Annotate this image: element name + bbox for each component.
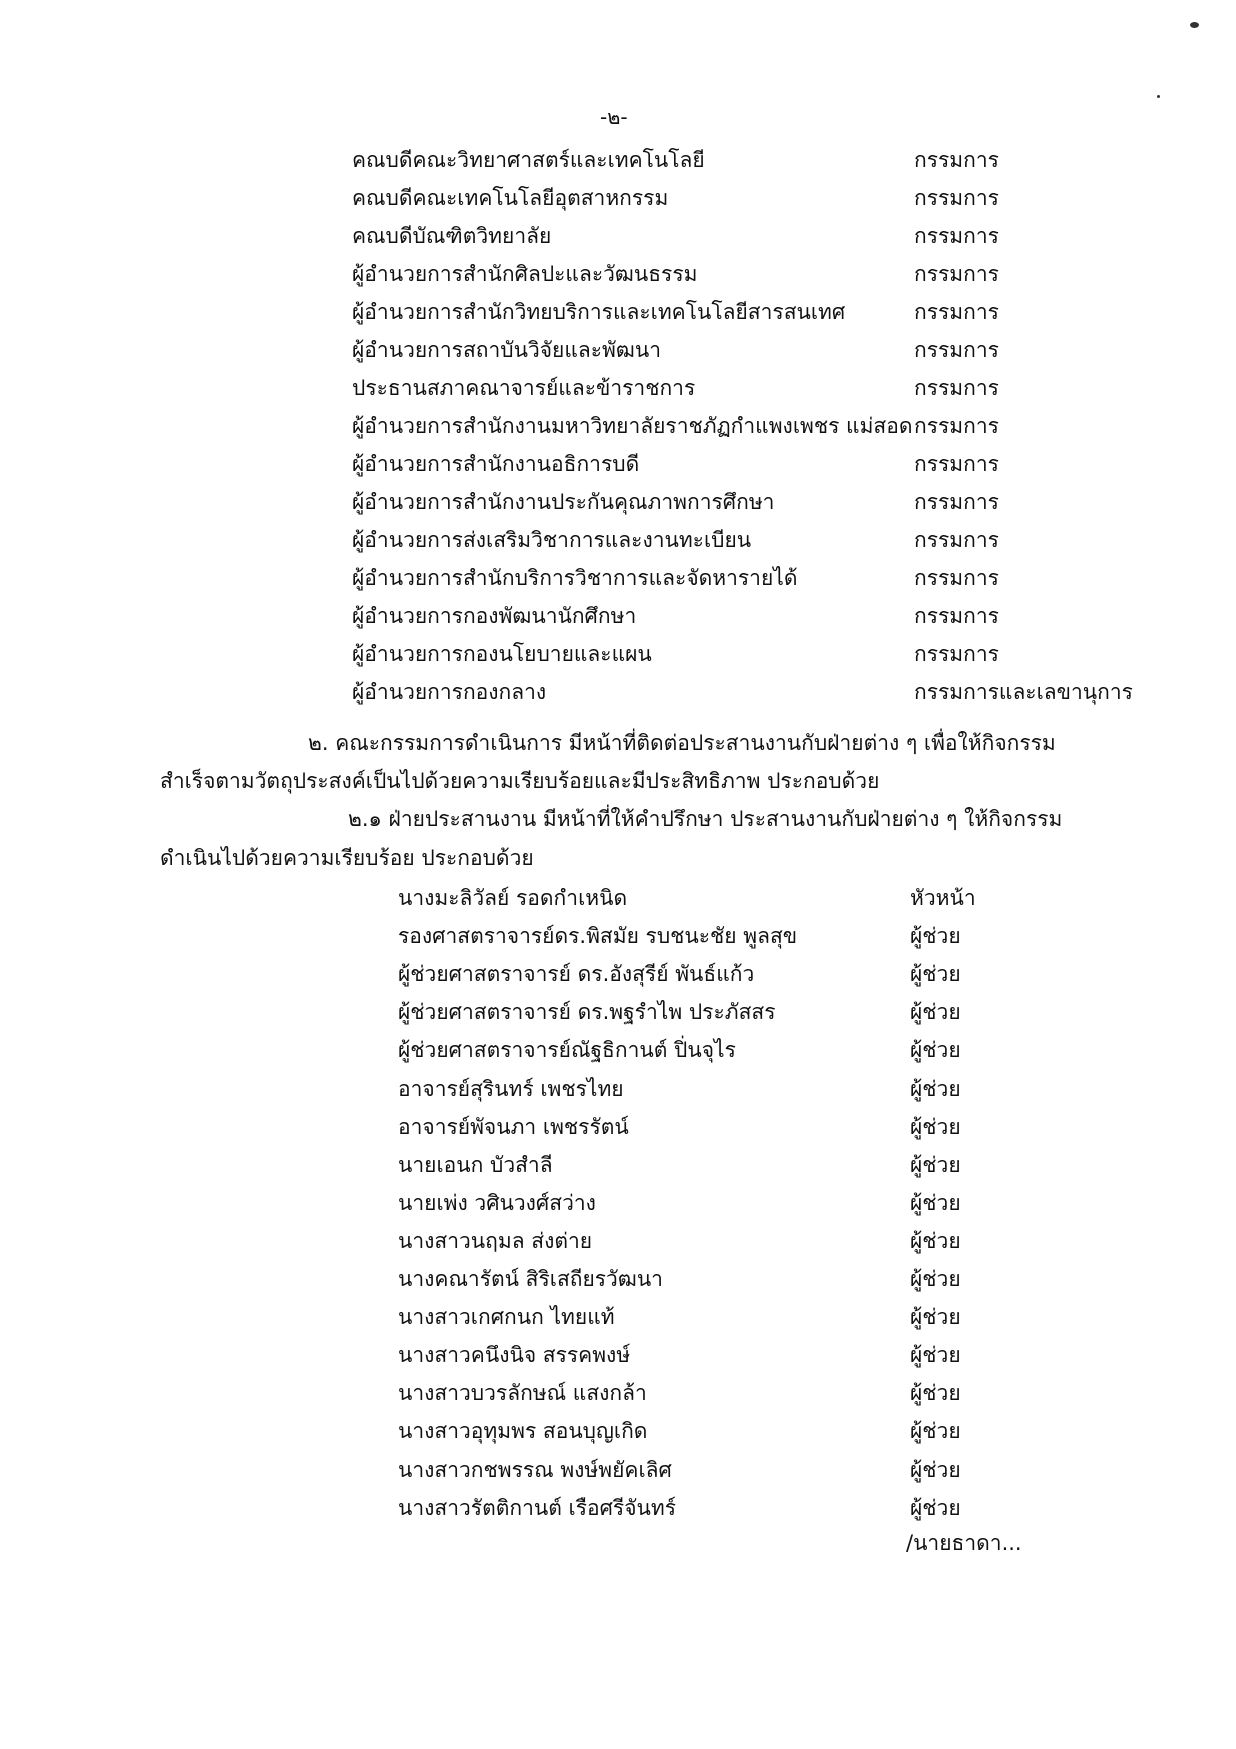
coordination-member-role: ผู้ช่วย: [910, 1496, 961, 1520]
coordination-member-name: นายเพ่ง วศินวงศ์สว่าง: [398, 1191, 596, 1215]
committee-member-title: ผู้อำนวยการสำนักงานมหาวิทยาลัยราชภัฏกำแพงเพชร แม่สอด: [352, 414, 913, 438]
scan-speck: [1157, 95, 1160, 98]
coordination-member-role: ผู้ช่วย: [910, 1191, 961, 1215]
committee-row: [0, 634, 1236, 672]
coordination-row: [0, 954, 1236, 992]
committee-member-role: กรรมการ: [914, 566, 999, 590]
committee-member-title: ประธานสภาคณาจารย์และข้าราชการ: [352, 376, 696, 400]
coordination-member-role: ผู้ช่วย: [910, 1038, 961, 1062]
coordination-row: [0, 1335, 1236, 1373]
coordination-row: [0, 1107, 1236, 1145]
committee-member-role: กรรมการ: [914, 490, 999, 514]
committee-member-role: กรรมการ: [914, 300, 999, 324]
committee-member-role: กรรมการ: [914, 452, 999, 476]
coordination-member-role: ผู้ช่วย: [910, 1458, 961, 1482]
coordination-row: [0, 1183, 1236, 1221]
coordination-row: [0, 1373, 1236, 1411]
coordination-member-name: รองศาสตราจารย์ดร.พิสมัย รบชนะชัย พูลสุข: [398, 924, 798, 948]
coordination-row: [0, 1450, 1236, 1488]
coordination-member-role: ผู้ช่วย: [910, 1115, 961, 1139]
committee-member-title: ผู้อำนวยการกองนโยบายและแผน: [352, 642, 652, 666]
committee-row: [0, 330, 1236, 368]
committee-member-role: กรรมการ: [914, 376, 999, 400]
coordination-member-name: นางสาวบวรลักษณ์ แสงกล้า: [398, 1381, 647, 1405]
committee-row: [0, 596, 1236, 634]
coordination-member-name: นายเอนก บัวสำลี: [398, 1153, 553, 1177]
coordination-member-name: นางสาวคนึงนิจ สรรคพงษ์: [398, 1343, 631, 1367]
coordination-member-role: ผู้ช่วย: [910, 1077, 961, 1101]
coordination-member-name: นางคณารัตน์ สิริเสถียรวัฒนา: [398, 1267, 663, 1291]
committee-member-role: กรรมการ: [914, 528, 999, 552]
committee-row: [0, 178, 1236, 216]
committee-member-title: ผู้อำนวยการสำนักงานอธิการบดี: [352, 452, 640, 476]
committee-row: [0, 216, 1236, 254]
committee-member-role: กรรมการ: [914, 642, 999, 666]
coordination-member-name: ผู้ช่วยศาสตราจารย์ ดร.อังสุรีย์ พันธ์แก้ว: [398, 962, 755, 986]
committee-row: [0, 558, 1236, 596]
section-2-line-1: ๒. คณะกรรมการดำเนินการ มีหน้าที่ติดต่อประสานงานกับฝ่ายต่าง ๆ เพื่อให้กิจกรรม: [308, 731, 1056, 755]
coordination-member-name: ผู้ช่วยศาสตราจารย์ณัฐธิกานต์ ปิ่นจุไร: [398, 1038, 736, 1062]
scan-speck: [1190, 22, 1199, 28]
committee-member-role: กรรมการและเลขานุการ: [914, 680, 1133, 704]
committee-member-title: คณบดีบัณฑิตวิทยาลัย: [352, 224, 552, 248]
coordination-row: [0, 916, 1236, 954]
section-2-line-2: สำเร็จตามวัตถุประสงค์เป็นไปด้วยความเรียบร้อยและมีประสิทธิภาพ ประกอบด้วย: [160, 769, 880, 793]
coordination-member-role: หัวหน้า: [910, 886, 976, 910]
section-2-1-line-1: ๒.๑ ฝ่ายประสานงาน มีหน้าที่ให้คำปรึกษา ประสานงานกับฝ่ายต่าง ๆ ให้กิจกรรม: [348, 807, 1063, 831]
coordination-member-role: ผู้ช่วย: [910, 962, 961, 986]
coordination-member-name: นางสาวรัตติกานต์ เรือศรีจันทร์: [398, 1496, 676, 1520]
committee-member-title: ผู้อำนวยการส่งเสริมวิชาการและงานทะเบียน: [352, 528, 752, 552]
coordination-member-role: ผู้ช่วย: [910, 1419, 961, 1443]
coordination-member-name: นางสาวเกศกนก ไทยแท้: [398, 1305, 615, 1329]
committee-member-title: ผู้อำนวยการกองพัฒนานักศึกษา: [352, 604, 637, 628]
coordination-row: [0, 1069, 1236, 1107]
coordination-member-role: ผู้ช่วย: [910, 1381, 961, 1405]
committee-member-role: กรรมการ: [914, 414, 999, 438]
coordination-member-name: อาจารย์พัจนภา เพชรรัตน์: [398, 1115, 629, 1139]
committee-member-title: ผู้อำนวยการสำนักงานประกันคุณภาพการศึกษา: [352, 490, 775, 514]
coordination-row: [0, 1488, 1236, 1526]
coordination-row: [0, 1297, 1236, 1335]
committee-row: [0, 444, 1236, 482]
committee-member-role: กรรมการ: [914, 148, 999, 172]
committee-member-role: กรรมการ: [914, 186, 999, 210]
committee-row: [0, 292, 1236, 330]
coordination-member-role: ผู้ช่วย: [910, 1343, 961, 1367]
committee-member-title: ผู้อำนวยการสำนักศิลปะและวัฒนธรรม: [352, 262, 698, 286]
committee-member-role: กรรมการ: [914, 262, 999, 286]
coordination-row: [0, 1030, 1236, 1068]
committee-member-title: คณบดีคณะเทคโนโลยีอุตสาหกรรม: [352, 186, 669, 210]
coordination-row: [0, 1259, 1236, 1297]
coordination-member-name: นางสาวกชพรรณ พงษ์พยัคเลิศ: [398, 1458, 672, 1482]
committee-row: [0, 672, 1236, 710]
coordination-member-role: ผู้ช่วย: [910, 1229, 961, 1253]
coordination-member-name: ผู้ช่วยศาสตราจารย์ ดร.พฐรำไพ ประภัสสร: [398, 1000, 776, 1024]
committee-row: [0, 368, 1236, 406]
coordination-row: [0, 878, 1236, 916]
committee-member-role: กรรมการ: [914, 224, 999, 248]
committee-member-title: คณบดีคณะวิทยาศาสตร์และเทคโนโลยี: [352, 148, 705, 172]
coordination-row: [0, 1411, 1236, 1449]
committee-row: [0, 140, 1236, 178]
committee-member-title: ผู้อำนวยการสถาบันวิจัยและพัฒนา: [352, 338, 662, 362]
committee-member-title: ผู้อำนวยการสำนักวิทยบริการและเทคโนโลยีสารสนเทศ: [352, 300, 846, 324]
committee-row: [0, 520, 1236, 558]
committee-row: [0, 406, 1236, 444]
coordination-member-role: ผู้ช่วย: [910, 1267, 961, 1291]
committee-member-role: กรรมการ: [914, 604, 999, 628]
coordination-row: [0, 1145, 1236, 1183]
coordination-row: [0, 1221, 1236, 1259]
committee-member-title: ผู้อำนวยการสำนักบริการวิชาการและจัดหารายได้: [352, 566, 798, 590]
coordination-member-role: ผู้ช่วย: [910, 1153, 961, 1177]
page-number: -๒-: [600, 105, 628, 129]
committee-row: [0, 254, 1236, 292]
committee-row: [0, 482, 1236, 520]
continuation-note: /นายธาดา...: [906, 1531, 1022, 1555]
coordination-row: [0, 992, 1236, 1030]
coordination-member-role: ผู้ช่วย: [910, 1000, 961, 1024]
committee-member-title: ผู้อำนวยการกองกลาง: [352, 680, 547, 704]
coordination-member-name: นางสาวอุทุมพร สอนบุญเกิด: [398, 1419, 648, 1443]
section-2-1-line-2: ดำเนินไปด้วยความเรียบร้อย ประกอบด้วย: [160, 846, 534, 870]
coordination-member-name: อาจารย์สุรินทร์ เพชรไทย: [398, 1077, 624, 1101]
committee-member-role: กรรมการ: [914, 338, 999, 362]
coordination-member-role: ผู้ช่วย: [910, 1305, 961, 1329]
coordination-member-role: ผู้ช่วย: [910, 924, 961, 948]
coordination-member-name: นางมะลิวัลย์ รอดกำเหนิด: [398, 886, 628, 910]
coordination-member-name: นางสาวนฤมล ส่งต่าย: [398, 1229, 593, 1253]
